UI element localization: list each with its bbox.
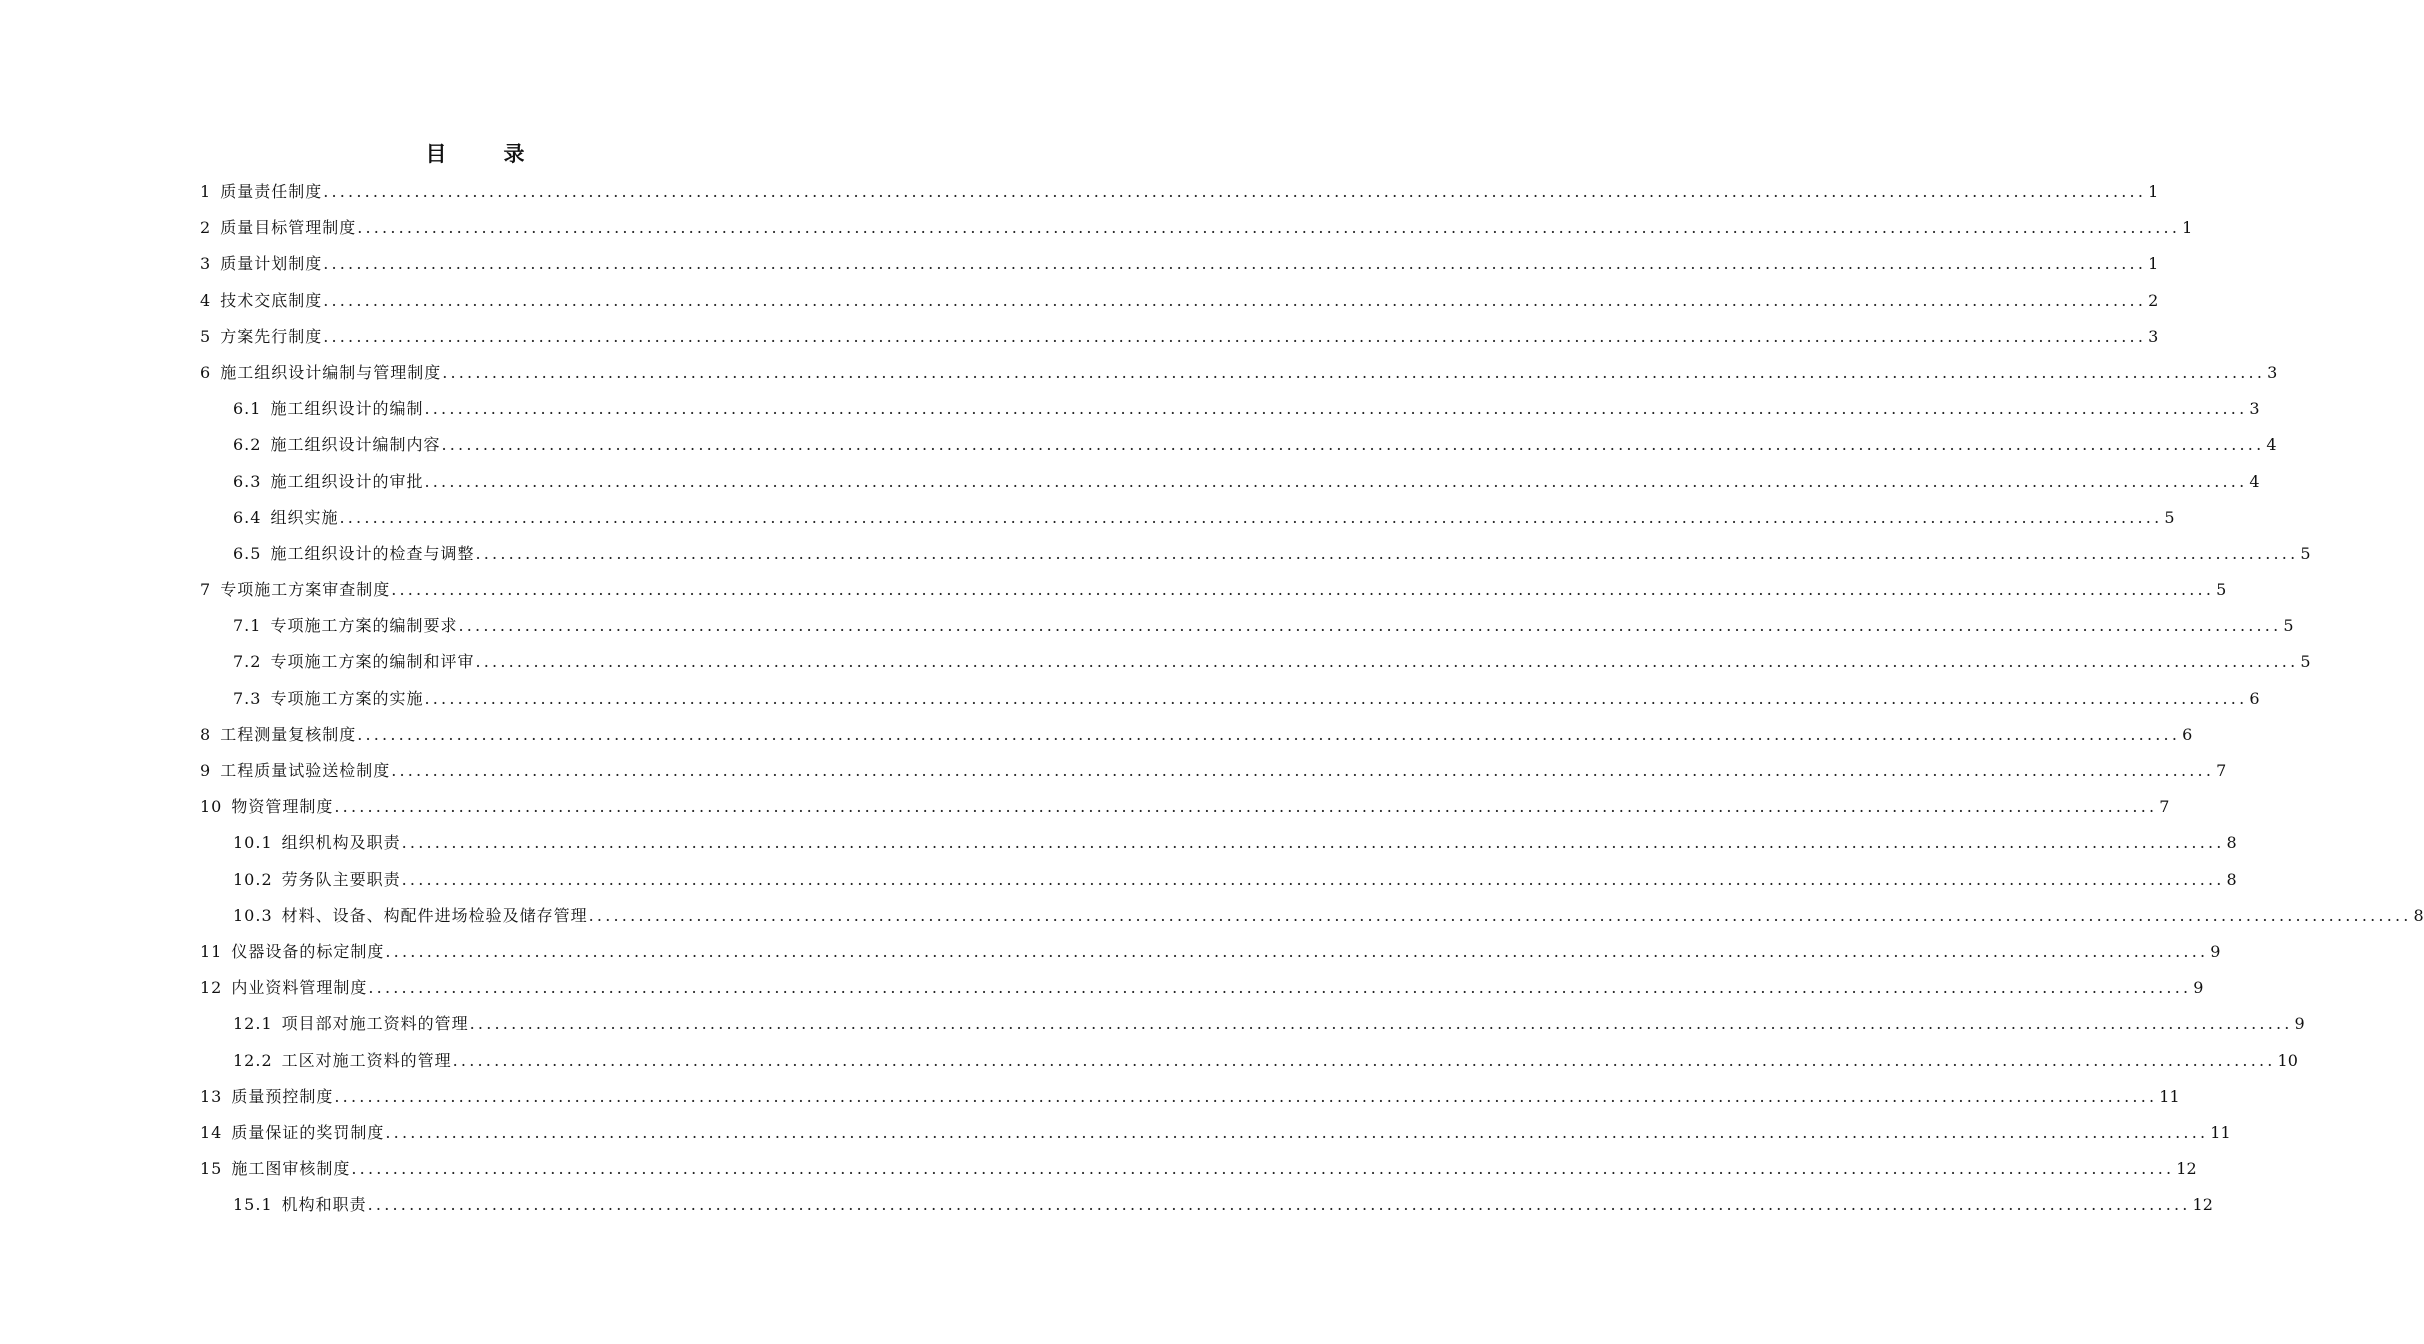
toc-entry-number: 6.1 (233, 399, 262, 419)
toc-entry-number: 6.2 (233, 435, 262, 455)
toc-entry-number: 7.2 (233, 652, 262, 672)
toc-entry-number: 10.2 (233, 869, 273, 889)
toc-entry[interactable] (200, 1079, 2180, 1115)
toc-entry-number: 13 (200, 1086, 223, 1106)
toc-entry-title: 工区对施工资料的管理 (281, 1050, 452, 1070)
toc-entry[interactable] (200, 536, 2311, 572)
toc-entry-number: 6.4 (233, 507, 262, 527)
toc-entry[interactable] (200, 898, 2424, 934)
toc-entry-number: 7.3 (233, 688, 262, 708)
toc-entry-number: 6 (200, 362, 212, 382)
toc-entry[interactable] (200, 572, 2227, 608)
toc-dot-leader: ............................................................................................................................................................................................................................ (475, 652, 2299, 672)
toc-entry-page-number: 9 (2210, 941, 2221, 961)
toc-entry-number: 3 (200, 254, 212, 274)
toc-entry-title: 方案先行制度 (220, 326, 323, 346)
toc-entry[interactable] (200, 681, 2260, 717)
toc-entry-page-number: 4 (2266, 435, 2277, 455)
toc-entry-number: 6.5 (233, 543, 262, 563)
toc-entry-page-number: 1 (2182, 218, 2193, 238)
toc-entry-title: 质量保证的奖罚制度 (231, 1122, 385, 1142)
toc-entry-title: 质量目标管理制度 (220, 218, 357, 238)
toc-dot-leader: ............................................................................................................................................................................................................................ (401, 833, 2225, 853)
toc-entry[interactable] (200, 862, 2237, 898)
toc-entry-page-number: 2 (2148, 290, 2159, 310)
toc-entry-page-number: 5 (2283, 616, 2294, 636)
toc-entry-number: 12.1 (233, 1014, 273, 1034)
toc-entry-page-number: 12 (2192, 1195, 2213, 1215)
toc-entry-page-number: 5 (2300, 652, 2311, 672)
toc-entry-number: 1 (200, 182, 212, 201)
toc-entry-title: 质量责任制度 (220, 182, 323, 201)
toc-entry-title: 质量预控制度 (231, 1086, 334, 1106)
toc-entry-title: 工程质量试验送检制度 (220, 761, 391, 780)
toc-entry[interactable] (200, 427, 2277, 463)
toc-entry-number: 12.2 (233, 1050, 273, 1070)
toc-entry-title: 材料、设备、构配件进场检验及储存管理 (281, 905, 588, 925)
toc-dot-leader: ............................................................................................................................................................................................................................ (357, 218, 2181, 238)
toc-dot-leader: ............................................................................................................................................................................................................................ (475, 543, 2299, 563)
toc-entry-title: 组织机构及职责 (281, 833, 401, 853)
toc-dot-leader: ............................................................................................................................................................................................................................ (424, 471, 2248, 491)
toc-entry-page-number: 11 (2159, 1086, 2180, 1106)
toc-entry[interactable] (200, 319, 2159, 355)
toc-entry-number: 10 (200, 797, 223, 817)
toc-entry-title: 内业资料管理制度 (231, 978, 368, 998)
toc-entry-page-number: 7 (2216, 761, 2227, 780)
toc-entry-page-number: 8 (2226, 869, 2237, 889)
toc-entry-page-number: 5 (2164, 507, 2175, 527)
toc-entry-page-number: 1 (2148, 254, 2159, 274)
toc-entry-number: 9 (200, 761, 212, 780)
toc-dot-leader: ............................................................................................................................................................................................................................ (391, 580, 2215, 600)
toc-entry-title: 施工图审核制度 (231, 1159, 351, 1179)
toc-entry-page-number: 6 (2249, 688, 2260, 708)
toc-entry[interactable] (200, 970, 2204, 1006)
toc-entry-title: 专项施工方案的编制要求 (270, 616, 458, 636)
toc-dot-leader: ............................................................................................................................................................................................................................ (452, 1050, 2276, 1070)
toc-entry[interactable] (200, 283, 2159, 319)
toc-dot-leader: ............................................................................................................................................................................................................................ (351, 1159, 2175, 1179)
toc-entry-page-number: 5 (2300, 543, 2311, 563)
toc-entry-page-number: 3 (2148, 326, 2159, 346)
toc-entry-number: 6.3 (233, 471, 262, 491)
toc-dot-leader: ............................................................................................................................................................................................................................ (424, 399, 2248, 419)
toc-entry-title: 施工组织设计的检查与调整 (270, 543, 475, 563)
toc-entry-title: 劳务队主要职责 (281, 869, 401, 889)
toc-dot-leader: ............................................................................................................................................................................................................................ (385, 1122, 2209, 1142)
toc-entry[interactable] (200, 644, 2311, 680)
toc-entry-number: 7 (200, 580, 212, 600)
toc-entry-number: 4 (200, 290, 212, 310)
toc-entry-title: 质量计划制度 (220, 254, 323, 274)
toc-entry-page-number: 5 (2216, 580, 2227, 600)
toc-entry-page-number: 7 (2159, 797, 2170, 817)
toc-entry[interactable] (200, 391, 2260, 427)
toc-entry[interactable] (200, 174, 2159, 210)
toc-entry-number: 10.3 (233, 905, 273, 925)
toc-entry-title: 施工组织设计编制内容 (270, 435, 441, 455)
toc-dot-leader: ............................................................................................................................................................................................................................ (442, 362, 2266, 382)
toc-entry-page-number: 12 (2176, 1159, 2197, 1179)
toc-entry[interactable] (200, 717, 2193, 753)
toc-entry-page-number: 1 (2148, 182, 2159, 201)
toc-entry-title: 项目部对施工资料的管理 (281, 1014, 469, 1034)
toc-entry[interactable] (200, 1006, 2305, 1042)
toc-entry-page-number: 9 (2294, 1014, 2305, 1034)
toc-dot-leader: ............................................................................................................................................................................................................................ (424, 688, 2248, 708)
toc-dot-leader: ............................................................................................................................................................................................................................ (357, 724, 2181, 744)
toc-dot-leader: ............................................................................................................................................................................................................................ (391, 761, 2215, 780)
toc-entry-number: 2 (200, 218, 212, 238)
toc-entry-number: 10.1 (233, 833, 273, 853)
toc-entry[interactable] (200, 1043, 2298, 1079)
toc-entry-number: 12 (200, 978, 223, 998)
toc-entry[interactable] (200, 825, 2237, 861)
toc-entry-title: 工程测量复核制度 (220, 724, 357, 744)
toc-entry-number: 8 (200, 724, 212, 744)
toc-dot-leader: ............................................................................................................................................................................................................................ (339, 507, 2163, 527)
toc-entry-page-number: 10 (2277, 1050, 2298, 1070)
toc-entry-page-number: 9 (2193, 978, 2204, 998)
toc-entry-page-number: 6 (2182, 724, 2193, 744)
toc-entry-title: 专项施工方案的编制和评审 (270, 652, 475, 672)
toc-entry-page-number: 3 (2267, 362, 2278, 382)
toc-list (200, 174, 2424, 1223)
toc-entry[interactable] (200, 210, 2193, 246)
toc-entry-title: 仪器设备的标定制度 (231, 941, 385, 961)
toc-dot-leader: ............................................................................................................................................................................................................................ (441, 435, 2265, 455)
toc-dot-leader: ............................................................................................................................................................................................................................ (323, 182, 2147, 201)
toc-entry-title: 技术交底制度 (220, 290, 323, 310)
toc-entry-title: 施工组织设计编制与管理制度 (220, 362, 442, 382)
toc-entry-page-number: 4 (2249, 471, 2260, 491)
toc-entry[interactable] (200, 1115, 2231, 1151)
toc-entry[interactable] (200, 464, 2260, 500)
toc-entry-number: 5 (200, 326, 212, 346)
toc-dot-leader: ............................................................................................................................................................................................................................ (385, 941, 2209, 961)
toc-entry-number: 14 (200, 1122, 223, 1142)
toc-entry-number: 15.1 (233, 1195, 273, 1215)
toc-dot-leader: ............................................................................................................................................................................................................................ (323, 326, 2147, 346)
toc-entry-title: 机构和职责 (281, 1195, 367, 1215)
toc-dot-leader: ............................................................................................................................................................................................................................ (458, 616, 2282, 636)
toc-dot-leader: ............................................................................................................................................................................................................................ (334, 797, 2158, 817)
toc-entry[interactable] (200, 934, 2221, 970)
toc-title: 目 录 (425, 141, 543, 166)
toc-entry[interactable] (200, 246, 2159, 282)
toc-dot-leader: ............................................................................................................................................................................................................................ (401, 869, 2225, 889)
toc-dot-leader: ............................................................................................................................................................................................................................ (323, 254, 2147, 274)
toc-entry-title: 施工组织设计的审批 (270, 471, 424, 491)
toc-entry-page-number: 8 (2413, 905, 2424, 925)
toc-dot-leader: ............................................................................................................................................................................................................................ (367, 1195, 2191, 1215)
toc-dot-leader: ............................................................................................................................................................................................................................ (469, 1014, 2293, 1034)
toc-entry[interactable] (200, 500, 2175, 536)
toc-entry[interactable] (200, 1151, 2197, 1187)
toc-dot-leader: ............................................................................................................................................................................................................................ (588, 905, 2412, 925)
toc-entry[interactable] (200, 355, 2278, 391)
toc-entry-title: 施工组织设计的编制 (270, 399, 424, 419)
toc-entry-title: 专项施工方案审查制度 (220, 580, 391, 600)
toc-entry-page-number: 3 (2249, 399, 2260, 419)
toc-entry-number: 15 (200, 1159, 223, 1179)
toc-entry-number: 7.1 (233, 616, 262, 636)
toc-entry-number: 11 (200, 941, 223, 961)
toc-entry-title: 专项施工方案的实施 (270, 688, 424, 708)
toc-dot-leader: ............................................................................................................................................................................................................................ (368, 978, 2192, 998)
toc-entry[interactable] (200, 608, 2294, 644)
toc-entry[interactable] (200, 1187, 2213, 1223)
toc-entry-page-number: 8 (2226, 833, 2237, 853)
toc-entry-page-number: 11 (2210, 1122, 2231, 1142)
toc-dot-leader: ............................................................................................................................................................................................................................ (323, 290, 2147, 310)
toc-entry-title: 物资管理制度 (231, 797, 334, 817)
toc-entry[interactable] (200, 789, 2170, 825)
toc-dot-leader: ............................................................................................................................................................................................................................ (334, 1086, 2158, 1106)
toc-entry-title: 组织实施 (270, 507, 339, 527)
toc-entry[interactable] (200, 753, 2227, 789)
